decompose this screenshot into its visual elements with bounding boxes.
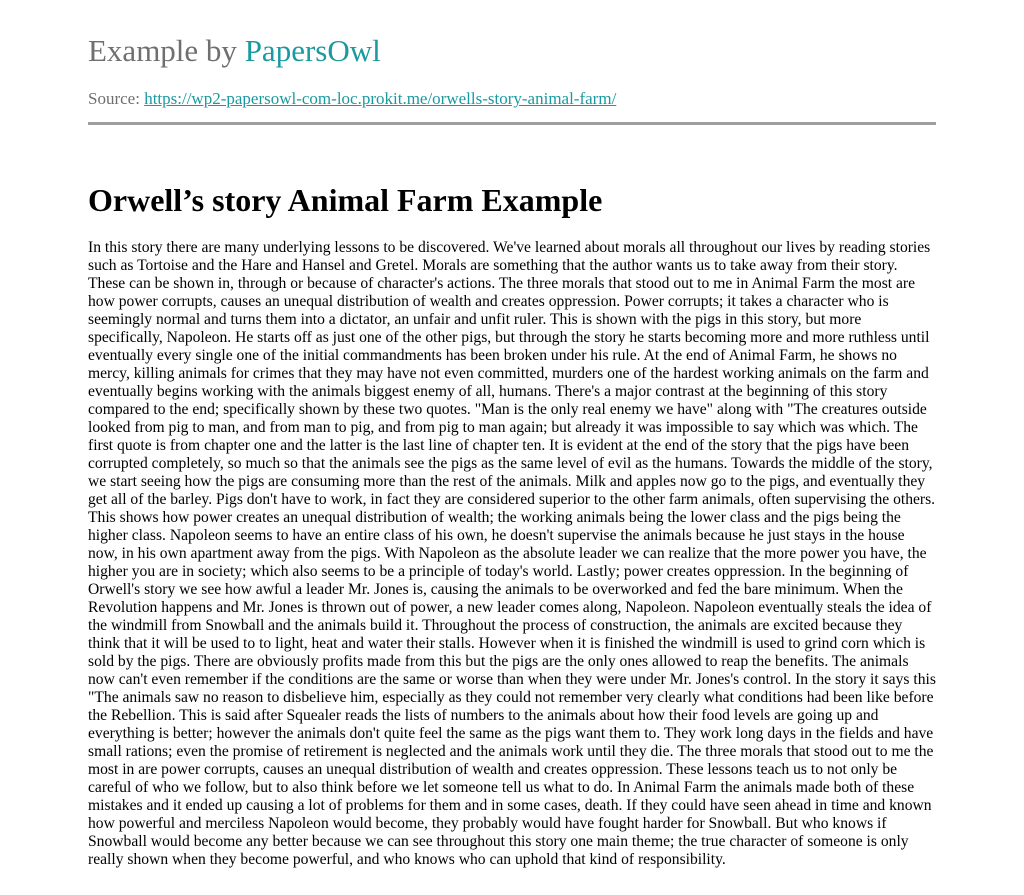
document-body: In this story there are many underlying lessons to be discovered. We've learned about morals all throughout our lives by reading stories such as Tortoise and the Hare and Hansel and Gretel. Morals are something that the author wants us to take away from their story. These can be shown in, through or because of character's actions. The three morals that stood out to me in Animal Farm the most are how power corrupts, causes an unequal distribution of wealth and creates oppression. Power corrupts; it takes a character who is seemingly normal and turns them into a dictator, an unfair and unfit ruler. This is shown with the pigs in this story, but more specifically, Napoleon. He starts off as just one of the other pigs, but through the story he starts becoming more and more ruthless until eventually every single one of the initial commandments has been broken under his rule. At the end of Animal Farm, he shows no mercy, killing animals for crimes that they may have not even committed, murders one of the hardest working animals on the farm and eventually begins working with the animals biggest enemy of all, humans. There's a major contrast at the beginning of this story compared to the end; specifically shown by these two quotes. "Man is the only real enemy we have" along with "The creatures outside looked from pig to man, and from man to pig, and from pig to man again; but already it was impossible to say which was which. The first quote is from chapter one and the latter is the last line of chapter ten. It is evident at the end of the story that the pigs have been corrupted completely, so much so that the animals see the pigs as the same level of evil as the humans. Towards the middle of the story, we start seeing how the pigs are consuming more than the rest of the animals. Milk and apples now go to the pigs, and eventually they get all of the barley. Pigs don't have to work, in fact they are considered superior to the other farm animals, often supervising the others. This shows how power creates an unequal distribution of wealth; the working animals being the lower class and the pigs being the higher class. Napoleon seems to have an entire class of his own, he doesn't supervise the animals because he just stays in the house now, in his own apartment away from the pigs. With Napoleon as the absolute leader we can realize that the more power you have, the higher you are in society; which also seems to be a principle of today's world. Lastly; power creates oppression. In the beginning of Orwell's story we see how awful a leader Mr. Jones is, causing the animals to be overworked and fed the bare minimum. When the Revolution happens and Mr. Jones is thrown out of power, a new leader comes along, Napoleon. Napoleon eventually steals the idea of the windmill from Snowball and the animals build it. Throughout the process of construction, the animals are excited because they think that it will be used to to light, heat and water their stalls. However when it is finished the windmill is used to grind corn which is sold by the pigs. There are obviously profits made from this but the pigs are the only ones allowed to reap the benefits. The animals now can't even remember if the conditions are the same or worse than when they were under Mr. Jones's control. In the story it says this "The animals saw no reason to disbelieve him, especially as they could not remember very clearly what conditions had been like before the Rebellion. This is said after Squealer reads the lists of numbers to the animals about how their food levels are going up and everything is better; however the animals don't quite feel the same as the pigs want them to. They work long days in the fields and have small rations; even the promise of retirement is neglected and the animals work until they die. The three morals that stood out to me the most in are power corrupts, causes an unequal distribution of wealth and creates oppression. These lessons teach us to not only be careful of who we follow, but to also think before we let someone tell us what to do. In Animal Farm the animals made both of these mistakes and it ended up causing a lot of problems for them and in some cases, death. If they could have seen ahead in time and known how powerful and merciless Napoleon would become, they probably would have fought harder for Snowball. But who knows if Snowball would become any better because we can see throughout this story one main theme; the true character of someone is only really shown when they become powerful, and who knows who can uphold that kind of responsibility.	[88, 239, 936, 868]
header	[88, 29, 936, 108]
source-line	[88, 87, 616, 111]
source-label: Source:	[88, 89, 145, 108]
header-title	[88, 29, 936, 73]
header-divider	[88, 122, 936, 125]
document-title: Orwell’s story Animal Farm Example	[88, 182, 603, 218]
header-prefix: Example by	[88, 33, 245, 68]
source-link[interactable]: https://wp2-papersowl-com-loc.prokit.me/orwells-story-animal-farm/	[144, 89, 617, 108]
brand-name: PapersOwl	[244, 33, 381, 68]
